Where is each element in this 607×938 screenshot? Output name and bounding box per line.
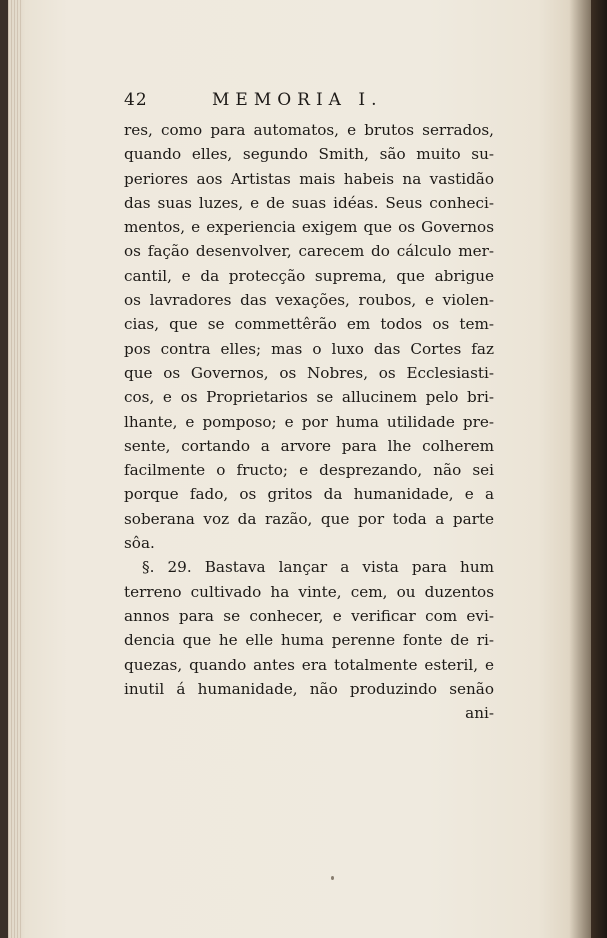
text-line: mentos, e experiencia exigem que os Governos: [124, 218, 494, 237]
book-page: [8, 0, 591, 938]
text-line: dencia que he elle huma perenne fonte de ri-: [124, 631, 494, 650]
text-line: soberana voz da razão, que por toda a parte: [124, 509, 494, 528]
text-line: das suas luzes, e de suas idéas. Seus conheci-: [124, 193, 494, 212]
text-line: §. 29. Bastava lançar a vista para hum: [142, 558, 494, 577]
text-line: quezas, quando antes era totalmente esteril, e: [124, 655, 494, 674]
page-edges: [8, 0, 22, 938]
text-line: terreno cultivado ha vinte, cem, ou duzentos: [124, 582, 494, 601]
text-line: cos, e os Proprietarios se allucinem pelo bri-: [124, 388, 494, 407]
book-binding: [591, 0, 607, 938]
text-line: cantil, e da protecção suprema, que abrigue: [124, 266, 494, 285]
text-line: lhante, e pomposo; e por huma utilidade pre-: [124, 412, 494, 431]
paragraph-2: [124, 555, 494, 701]
text-line: facilmente o fructo; e desprezando, não sei: [124, 461, 494, 480]
text-line: cias, que se commettêrão em todos os tem-: [124, 315, 494, 334]
text-line: os fação desenvolver, carecem do cálculo mer-: [124, 242, 494, 261]
text-line: periores aos Artistas mais habeis na vastidão: [124, 169, 494, 188]
text-line: os lavradores das vexações, roubos, e violen-: [124, 291, 494, 310]
text-block: [124, 88, 494, 725]
text-line: porque fado, os gritos da humanidade, e a: [124, 485, 494, 504]
running-title: MEMORIA I.: [212, 90, 383, 110]
paper-speck: [331, 876, 334, 880]
text-line: que os Governos, os Nobres, os Ecclesiasti-: [124, 363, 494, 382]
text-line: quando elles, segundo Smith, são muito su-: [124, 145, 494, 164]
text-line: res, como para automatos, e brutos serrados,: [124, 121, 494, 139]
paragraph-1: [124, 118, 494, 555]
page-number: 42: [124, 90, 148, 110]
catchword: ani-: [465, 704, 494, 723]
gutter-shadow: [569, 0, 591, 938]
page-header: [124, 88, 494, 118]
text-line: annos para se conhecer, e verificar com evi-: [124, 606, 494, 625]
text-line: sente, cortando a arvore para lhe colherem: [124, 436, 494, 455]
text-line: inutil á humanidade, não produzindo senão: [124, 679, 494, 698]
text-line: sôa.: [124, 534, 155, 553]
text-line: pos contra elles; mas o luxo das Cortes faz: [124, 339, 494, 358]
